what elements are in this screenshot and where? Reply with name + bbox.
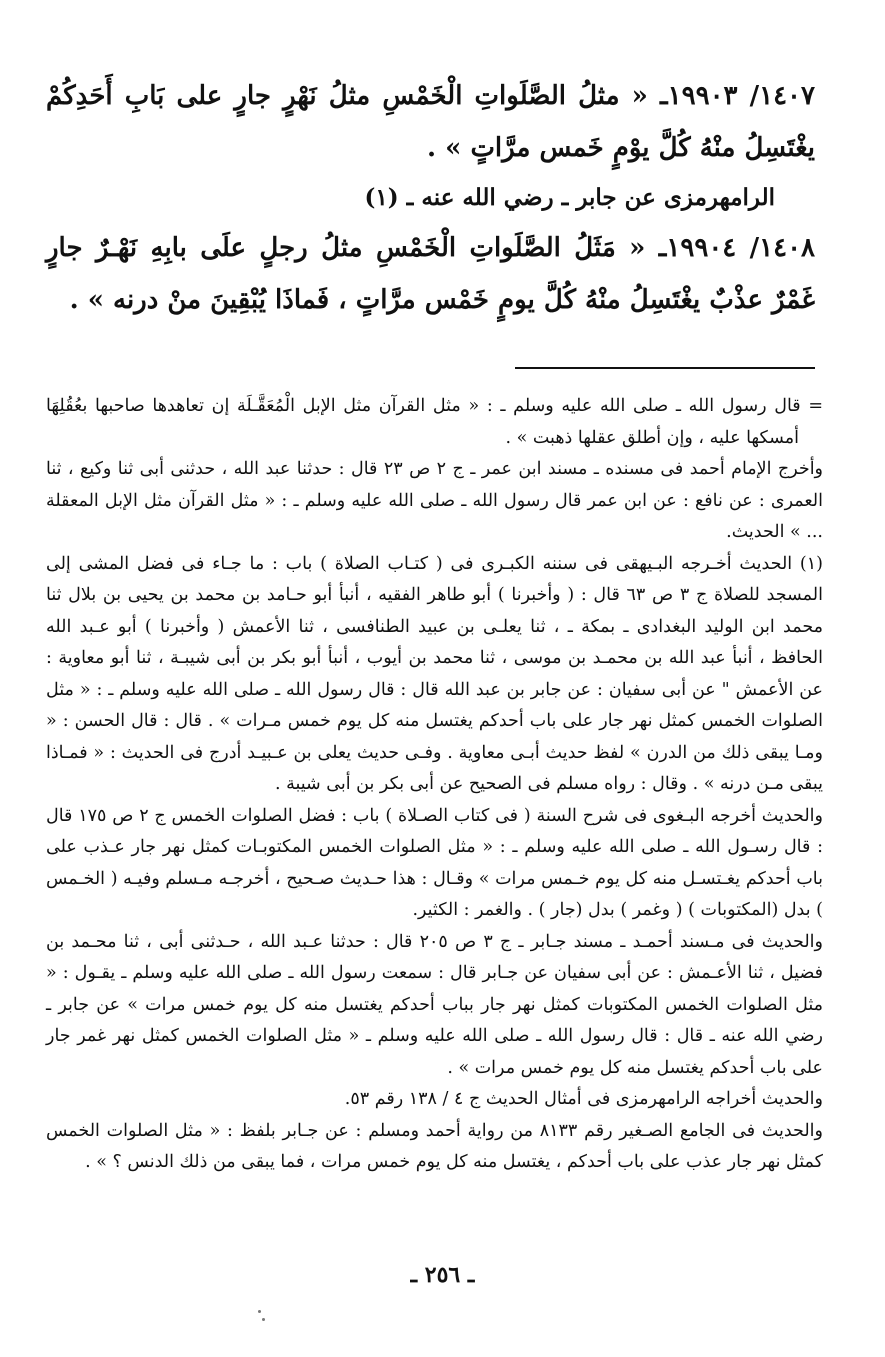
hadith-1407 — [46, 70, 815, 174]
footnote-continuation: = قال رسول الله ـ صلى الله عليه وسلم ـ : « مثل القرآن مثل الإبل الْمُعَقَّـلَة إن تعاهدها صاحبها بعُقُلِهَا أمسكها عليه ، وإن أطلق عقلها ذهبت » . — [46, 396, 823, 448]
footnote-paragraph: والحديث فى الجامع الصـغير رقم ٨١٣٣ من رواية أحمد ومسلم : عن جـابر بلفظ : « مثل الصلوات الخمس كمثل نهر جار عذب على باب أحدكم ، يغتسل منه كل يوم خمس مرات ، فما يبقى من ذلك الدنس ؟ » . — [46, 1120, 823, 1172]
footnote-paragraph: والحديث أخرجه البـغوى فى شرح السنة ( فى كتاب الصـلاة ) باب : فضل الصلوات الخمس ج ٢ ص ١٧٥ قال : قال رسـول الله ـ صلى الله عليه وسلم ـ : « مثل الصلوات الخمس المكتوبـات كمثل نهر جار عـذب على باب أحدكم يغـتسـل منه كل يوم خـمس مرات » وقـال : هذا حـديث صـحيح ، أخرجـه مـسلم وفيـه ( الخـمس ) بدل (المكتوبات ) ( وغمر ) بدل (جار ) . والغمر : الكثير. — [46, 805, 823, 920]
footnote-paragraph: والحديث أخراجه الرامهرمزى فى أمثال الحديث ج ٤ / ١٣٨ رقم ٥٣. — [344, 1089, 823, 1109]
hadith-number: ١٤٠٧/ ١٩٩٠٣ — [667, 81, 815, 111]
footnote-paragraph: والحديث فى مـسند أحمـد ـ مسند جـابر ـ ج ٣ ص ٢٠٥ قال : حدثنا عـبد الله ، حـدثنى أبى ، ثنا محـمد بن فضيل ، ثنا الأعـمش : عن أبى سفيان عن جـابر قال : سمعت رسول الله ـ صلى الله عليه وسلم ـ يقـول : « مثل الصلوات الخمس المكتوبات كمثل نهر جار بباب أحدكم يغتسل منه كل يوم خمس مرات » عن جابر ـ رضي الله عنه ـ قال : قال رسول الله ـ صلى الله عليه وسلم ـ « مثل الصلوات الخمس كمثل نهر غمر جار على باب أحدكم يغتسل منه كل يوم خمس مرات » . — [46, 931, 823, 1078]
hadith-1408 — [46, 222, 815, 326]
footnote-divider — [515, 367, 815, 369]
footnote-1: (١) الحديث أخـرجه البـيهقى فى سننه الكبـرى فى ( كتـاب الصلاة ) باب : ما جـاء فى فضل المشى إلى المسجد للصلاة ج ٣ ص ٦٣ قال : ( وأخبرنا ) أبو طاهر الفقيه ، أنبأ أبو حـامد بن محمد بن يحيى بن بلال ثنا محمد ابن الوليد البغدادى ـ بمكة ـ ، ثنا يعلـى بن عبيد الطنافسى ، ثنا الأعمش ( وأخبرنا ) أبو عـبد الله الحافظ ، أنبأ عبد الله بن محمـد بن موسى ، ثنا محمد بن أيوب ، أنبأ أبو بكر بن أبى شيبـة ، ثنا أبو معاوية : عن الأعمش " عن أبى سفيان : عن جابر بن عبد الله قال : قال رسول الله ـ صلى الله عليه وسلم ـ : « مثل الصلوات الخمس كمثل نهر جار على باب أحدكم يغتسل منه كل يوم خمس مـرات » . قال : قال الحسن : « ومـا يبقى ذلك من الدرن » لفظ حديث أبـى معاوية . وفـى حديث يعلى بن عـبيـد أدرج فى الحديث : « فمـاذا يبقى مـن درنه » . وقال : رواه مسلم فى الصحيح عن أبى بكر بن أبى شيبة . — [46, 553, 823, 794]
footnote-paragraph: وأخرج الإمام أحمد فى مسنده ـ مسند ابن عمر ـ ج ٢ ص ٢٣ قال : حدثنا عبد الله ، حدثنى أبى ثنا وكيع ، ثنا العمرى : عن نافع : عن ابن عمر قال رسول الله ـ صلى الله عليه وسلم ـ : « مثل القرآن مثل الإبل المعقلة ... » الحديث. — [46, 459, 824, 542]
page-number: ـ ٢٥٦ ـ — [410, 1262, 475, 1288]
main-text — [46, 70, 815, 326]
hadith-number: ١٤٠٨/ ١٩٩٠٤ — [666, 233, 815, 263]
scan-speck — [258, 1310, 261, 1313]
hadith-source: الرامهرمزى عن جابر ـ رضي الله عنه ـ (١) — [364, 184, 775, 211]
scan-speck — [262, 1318, 265, 1321]
hadith-text: ـ « مَثَلُ الصَّلَواتِ الْخَمْسِ مثلُ رجلٍ علَى بابِهِ نَهْـرٌ جارٍ غَمْرٌ عذْبٌ يغْتَسِلُ منْهُ كُلَّ يومٍ خَمْس مرَّاتٍ ، فَماذَا يُبْقِينَ منْ درنه » . — [46, 233, 815, 315]
footnotes — [46, 391, 823, 1179]
hadith-text: ـ « مثلُ الصَّلَواتِ الْخَمْسِ مثلُ نَهْرٍ جارٍ على بَابِ أَحَدِكُمْ يغْتَسِلُ منْهُ كُلَّ يوْمٍ خَمس مرَّاتٍ » . — [46, 81, 815, 163]
